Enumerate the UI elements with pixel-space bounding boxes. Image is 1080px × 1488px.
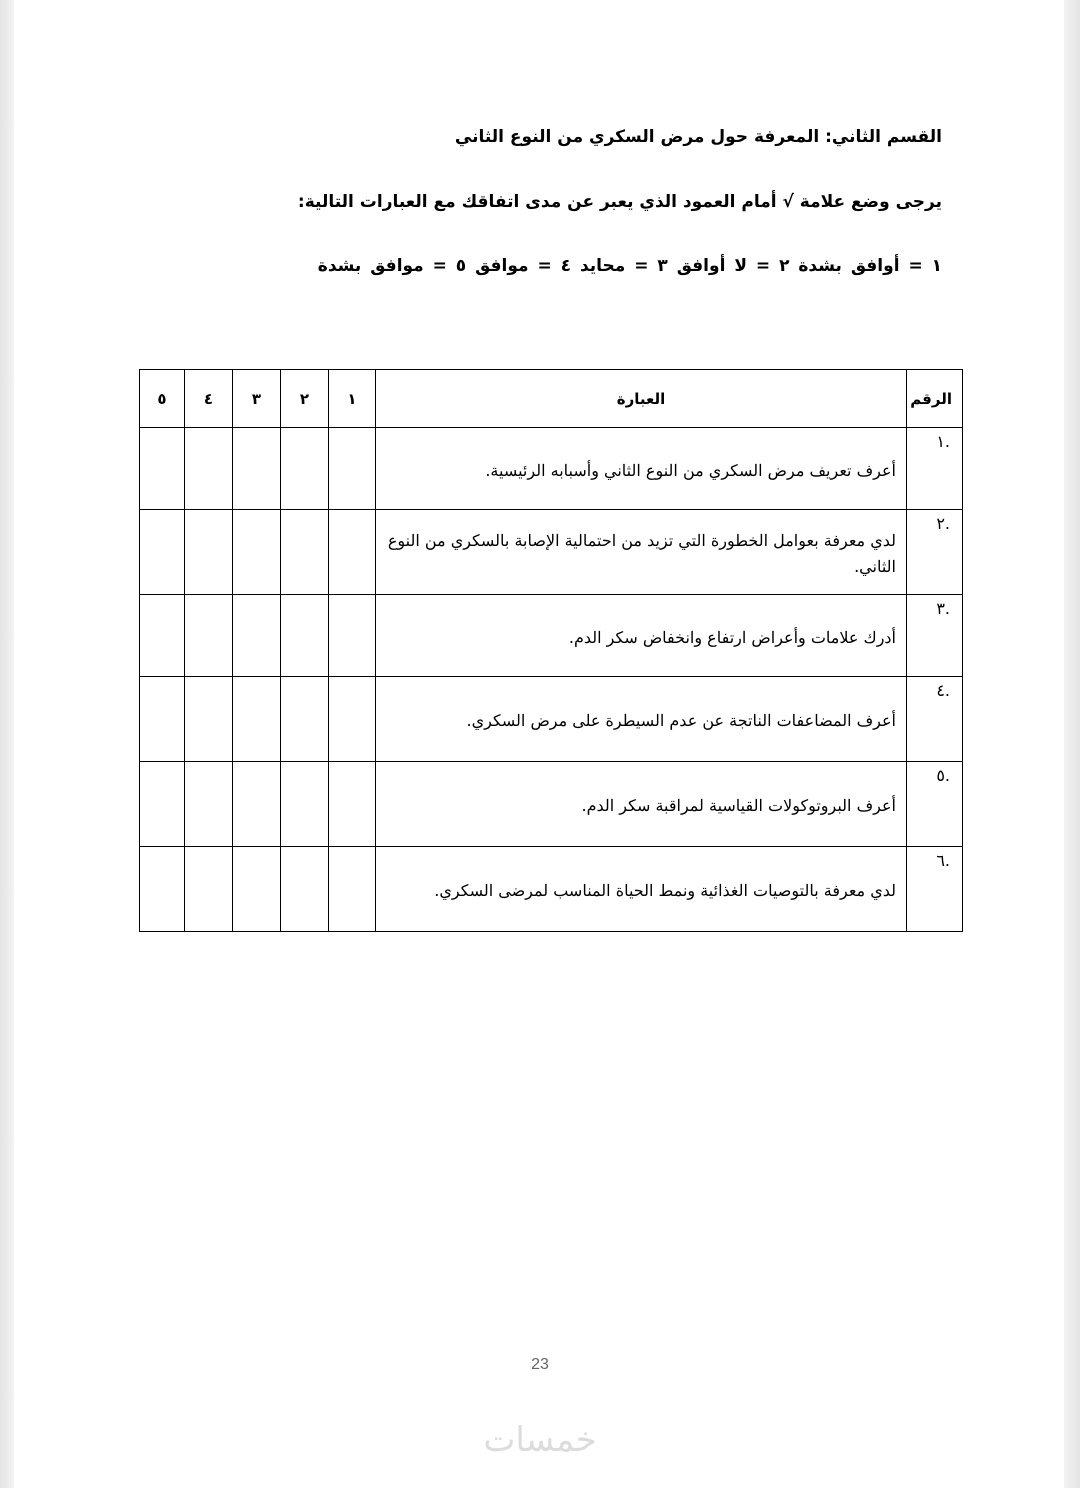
statement-text: أعرف تعريف مرض السكري من النوع الثاني وأسبابه الرئيسية. bbox=[485, 460, 896, 480]
header-statement: العبارة bbox=[376, 370, 907, 428]
table-row bbox=[140, 847, 963, 932]
answer-cell-4[interactable] bbox=[185, 762, 233, 847]
table-row bbox=[140, 510, 963, 595]
answer-cell-2[interactable] bbox=[281, 847, 329, 932]
answer-cell-4[interactable] bbox=[185, 595, 233, 677]
answer-cell-2[interactable] bbox=[281, 677, 329, 762]
answer-cell-2[interactable] bbox=[281, 762, 329, 847]
header-scale-3: ٣ bbox=[233, 370, 281, 428]
row-statement bbox=[376, 595, 907, 677]
row-statement bbox=[376, 428, 907, 510]
header-number: الرقم bbox=[907, 370, 963, 428]
header-scale-2: ٢ bbox=[281, 370, 329, 428]
row-number: .٤ bbox=[907, 677, 963, 762]
answer-cell-1[interactable] bbox=[329, 595, 376, 677]
statement-text: لدي معرفة بعوامل الخطورة التي تزيد من احتمالية الإصابة بالسكري من النوع الثاني. bbox=[387, 531, 896, 576]
answer-cell-1[interactable] bbox=[329, 847, 376, 932]
row-number: .٥ bbox=[907, 762, 963, 847]
table-row bbox=[140, 762, 963, 847]
answer-cell-4[interactable] bbox=[185, 677, 233, 762]
page-number: 23 bbox=[531, 1356, 549, 1373]
watermark-logo: خمسات bbox=[483, 1420, 597, 1460]
row-statement bbox=[376, 510, 907, 595]
table-header-row bbox=[140, 370, 963, 428]
answer-cell-3[interactable] bbox=[233, 677, 281, 762]
answer-cell-1[interactable] bbox=[329, 428, 376, 510]
answer-cell-4[interactable] bbox=[185, 510, 233, 595]
answer-cell-4[interactable] bbox=[185, 847, 233, 932]
table-row bbox=[140, 428, 963, 510]
row-statement bbox=[376, 677, 907, 762]
answer-cell-5[interactable] bbox=[140, 677, 185, 762]
answer-cell-5[interactable] bbox=[140, 510, 185, 595]
viewer-right-edge bbox=[1064, 0, 1080, 1488]
table-row bbox=[140, 677, 963, 762]
questionnaire-table bbox=[139, 369, 963, 932]
statement-text: أدرك علامات وأعراض ارتفاع وانخفاض سكر الدم. bbox=[568, 627, 896, 647]
row-number: .٣ bbox=[907, 595, 963, 677]
viewer-left-edge bbox=[0, 0, 14, 1488]
answer-cell-4[interactable] bbox=[185, 428, 233, 510]
answer-cell-3[interactable] bbox=[233, 510, 281, 595]
answer-cell-5[interactable] bbox=[140, 428, 185, 510]
row-number: .٢ bbox=[907, 510, 963, 595]
row-number: .١ bbox=[907, 428, 963, 510]
instruction-text: يرجى وضع علامة √ أمام العمود الذي يعبر عن مدى اتفاقك مع العبارات التالية: bbox=[297, 192, 942, 212]
scale-legend: ١ = أوافق بشدة ٢ = لا أوافق ٣ = محايد ٤ = موافق ٥ = موافق بشدة bbox=[317, 256, 942, 276]
answer-cell-2[interactable] bbox=[281, 595, 329, 677]
header-scale-4: ٤ bbox=[185, 370, 233, 428]
statement-text: لدي معرفة بالتوصيات الغذائية ونمط الحياة المناسب لمرضى السكري. bbox=[434, 881, 896, 900]
statement-text: أعرف البروتوكولات القياسية لمراقبة سكر الدم. bbox=[581, 796, 896, 815]
header-scale-5: ٥ bbox=[140, 370, 185, 428]
answer-cell-1[interactable] bbox=[329, 677, 376, 762]
answer-cell-3[interactable] bbox=[233, 847, 281, 932]
answer-cell-3[interactable] bbox=[233, 762, 281, 847]
statement-text: أعرف المضاعفات الناتجة عن عدم السيطرة على مرض السكري. bbox=[466, 711, 896, 730]
answer-cell-3[interactable] bbox=[233, 595, 281, 677]
header-scale-1: ١ bbox=[329, 370, 376, 428]
answer-cell-5[interactable] bbox=[140, 595, 185, 677]
answer-cell-5[interactable] bbox=[140, 847, 185, 932]
answer-cell-2[interactable] bbox=[281, 428, 329, 510]
answer-cell-2[interactable] bbox=[281, 510, 329, 595]
answer-cell-1[interactable] bbox=[329, 762, 376, 847]
row-statement bbox=[376, 762, 907, 847]
answer-cell-1[interactable] bbox=[329, 510, 376, 595]
row-number: .٦ bbox=[907, 847, 963, 932]
answer-cell-5[interactable] bbox=[140, 762, 185, 847]
table-row bbox=[140, 595, 963, 677]
section-title: القسم الثاني: المعرفة حول مرض السكري من النوع الثاني bbox=[454, 127, 942, 147]
answer-cell-3[interactable] bbox=[233, 428, 281, 510]
row-statement bbox=[376, 847, 907, 932]
